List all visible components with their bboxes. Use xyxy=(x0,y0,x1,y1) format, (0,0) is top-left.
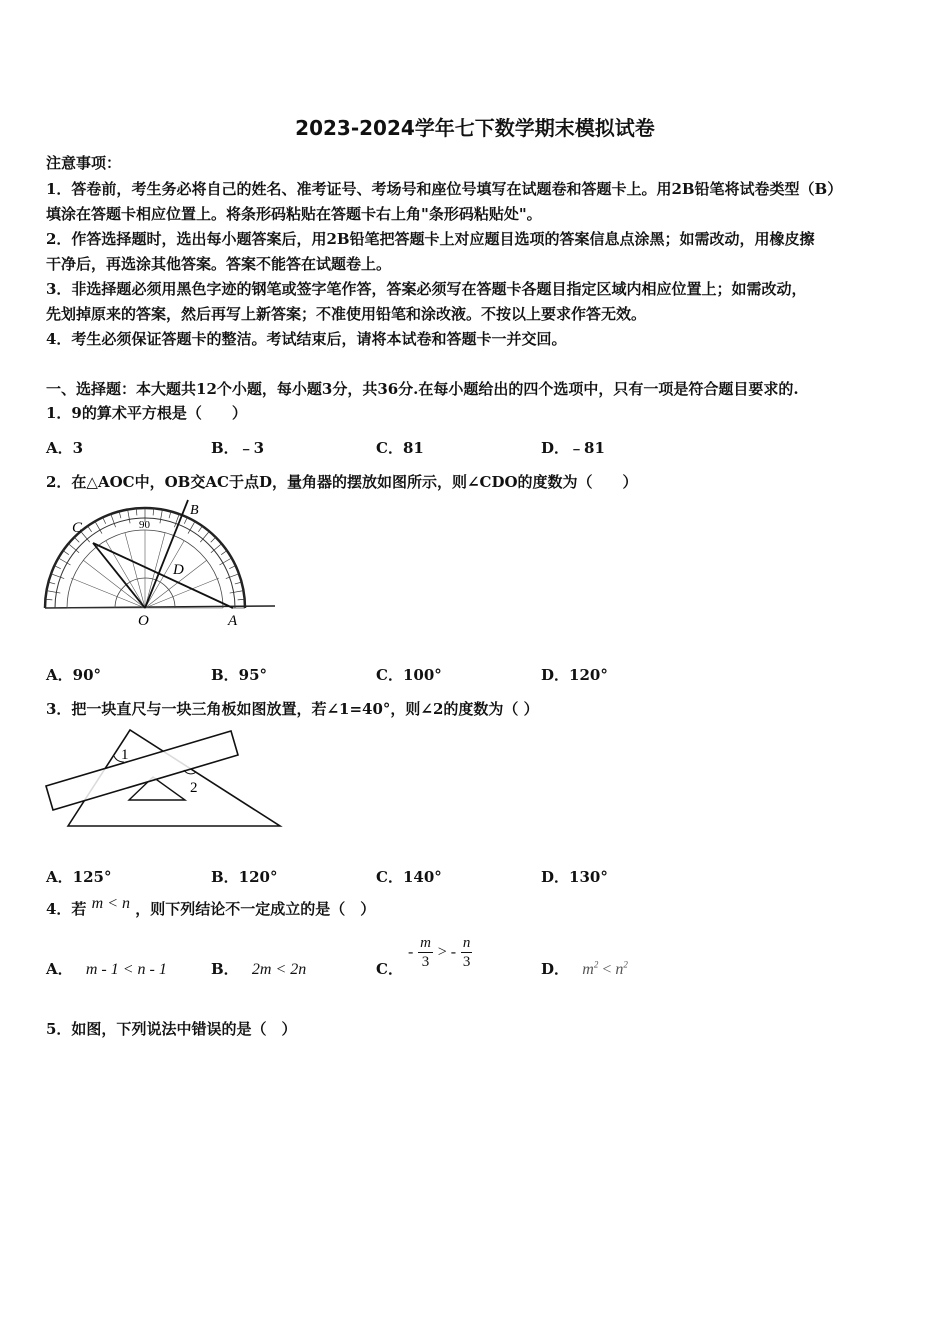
question-4-condition: m < n xyxy=(91,895,131,912)
protractor-tick xyxy=(54,566,60,569)
option-d-label: D． xyxy=(541,960,570,978)
option-d-expr xyxy=(582,961,628,978)
protractor-tick xyxy=(111,514,116,527)
question-4-stem xyxy=(46,895,376,919)
denominator: 3 xyxy=(421,954,430,970)
notice-line: 3．非选择题必须用黑色字迹的钢笔或签字笔作答，答案必须写在答题卡各题目指定区域内相应位置上；如需改动， xyxy=(46,280,807,298)
label-a: A xyxy=(228,613,238,629)
notice-line: 干净后，再选涂其他答案。答案不能答在试题卷上。 xyxy=(46,255,392,273)
question-2-stem: 2．在△AOC中，OB交AC于点D，量角器的摆放如图所示，则∠CDO的度数为（ ） xyxy=(46,473,638,491)
option-c-minus: - xyxy=(408,943,414,961)
label-90: 90 xyxy=(139,519,150,531)
protractor-tick xyxy=(226,574,239,579)
option-a-label: A． xyxy=(46,960,73,978)
option-a-expr: m - 1 < n - 1 xyxy=(85,961,167,978)
exponent: 2 xyxy=(623,959,628,970)
option-c-expr xyxy=(408,934,472,971)
notice-heading: 注意事项： xyxy=(46,154,122,172)
option-c xyxy=(376,958,403,979)
option-b: B．120° xyxy=(211,868,278,886)
notice-line: 4．考生必须保证答题卡的整洁。考试结束后，请将本试卷和答题卡一并交回。 xyxy=(46,330,567,348)
option-d: D．﹣81 xyxy=(541,439,605,457)
label-b: B xyxy=(190,503,199,518)
ruler-triangle-figure xyxy=(40,722,290,832)
question-5-stem: 5．如图，下列说法中错误的是（ ） xyxy=(46,1020,297,1038)
numerator: n xyxy=(462,935,471,951)
notice-line: 2．作答选择题时，选出每小题答案后，用2B铅笔把答题卡上对应题目选项的答案信息点涂黑；如需改动，用橡皮擦 xyxy=(46,230,815,248)
protractor-tick xyxy=(128,510,130,524)
option-c: C．140° xyxy=(376,868,442,886)
base-n: n xyxy=(615,961,624,978)
label-angle-2: 2 xyxy=(190,780,198,796)
question-4-prefix: 4．若 xyxy=(46,900,87,918)
section-heading: 一、选择题：本大题共12个小题，每小题3分，共36分.在每小题给出的四个选项中，只有一项是符合题目要求的. xyxy=(46,380,799,398)
denominator: 3 xyxy=(462,954,471,970)
protractor-tick xyxy=(211,537,216,542)
protractor-figure xyxy=(40,498,280,630)
protractor-tick xyxy=(198,526,202,532)
option-c: C．100° xyxy=(376,666,442,684)
question-3-stem: 3．把一块直尺与一块三角板如图放置，若∠1=40°，则∠2的度数为（ ） xyxy=(46,700,539,718)
option-a xyxy=(46,958,167,979)
question-4-suffix: ，则下列结论不一定成立的是（ ） xyxy=(135,900,376,918)
protractor-tick xyxy=(63,551,69,555)
protractor-tick xyxy=(58,558,70,565)
option-a: A．90° xyxy=(46,666,102,684)
option-b-expr: 2m < 2n xyxy=(251,961,307,978)
protractor-tick xyxy=(74,537,79,542)
option-c-gt: > - xyxy=(437,943,457,961)
numerator: m xyxy=(420,935,431,951)
protractor-tick xyxy=(230,591,244,593)
protractor-tick xyxy=(51,574,64,579)
protractor-tick xyxy=(95,521,102,533)
protractor-tick xyxy=(88,526,92,532)
label-angle-1: 1 xyxy=(121,747,129,763)
protractor-tick xyxy=(103,517,106,523)
option-b-label: B． xyxy=(211,960,239,978)
option-d: D．120° xyxy=(541,666,608,684)
page-title: 2023-2024学年七下数学期末模拟试卷 xyxy=(295,116,655,140)
less-than: < xyxy=(598,961,616,978)
option-b xyxy=(211,958,306,979)
option-c-label: C． xyxy=(376,960,403,978)
option-a: A．3 xyxy=(46,439,84,457)
notice-line: 先划掉原来的答案，然后再写上新答案；不准使用铅笔和涂改液。不按以上要求作答无效。 xyxy=(46,305,647,323)
option-a: A．125° xyxy=(46,868,112,886)
notice-line: 填涂在答题卡相应位置上。将条形码粘贴在答题卡右上角"条形码粘贴处"。 xyxy=(46,205,542,223)
option-d: D．130° xyxy=(541,868,608,886)
fraction-n-over-3 xyxy=(461,934,473,971)
label-d: D xyxy=(173,562,184,578)
protractor-tick xyxy=(47,591,61,593)
option-b: B．95° xyxy=(211,666,268,684)
option-c: C．81 xyxy=(376,439,424,457)
protractor-tick xyxy=(229,566,235,569)
protractor-tick xyxy=(188,521,195,533)
question-1-stem: 1．9的算术平方根是（ ） xyxy=(46,404,247,422)
protractor-tick xyxy=(184,517,187,523)
fraction-m-over-3 xyxy=(418,934,433,971)
protractor-tick xyxy=(221,551,227,555)
base-m: m xyxy=(582,961,594,978)
exponent: 2 xyxy=(593,959,599,970)
protractor-tick xyxy=(219,558,231,565)
label-c: C xyxy=(72,520,83,536)
protractor-tick xyxy=(160,510,162,524)
option-b: B．﹣3 xyxy=(211,439,265,457)
notice-line: 1．答卷前，考生务必将自己的姓名、准考证号、考场号和座位号填写在试题卷和答题卡上。用2B铅笔将试卷类型（B） xyxy=(46,180,843,198)
label-o: O xyxy=(138,613,149,629)
option-d xyxy=(541,958,628,979)
